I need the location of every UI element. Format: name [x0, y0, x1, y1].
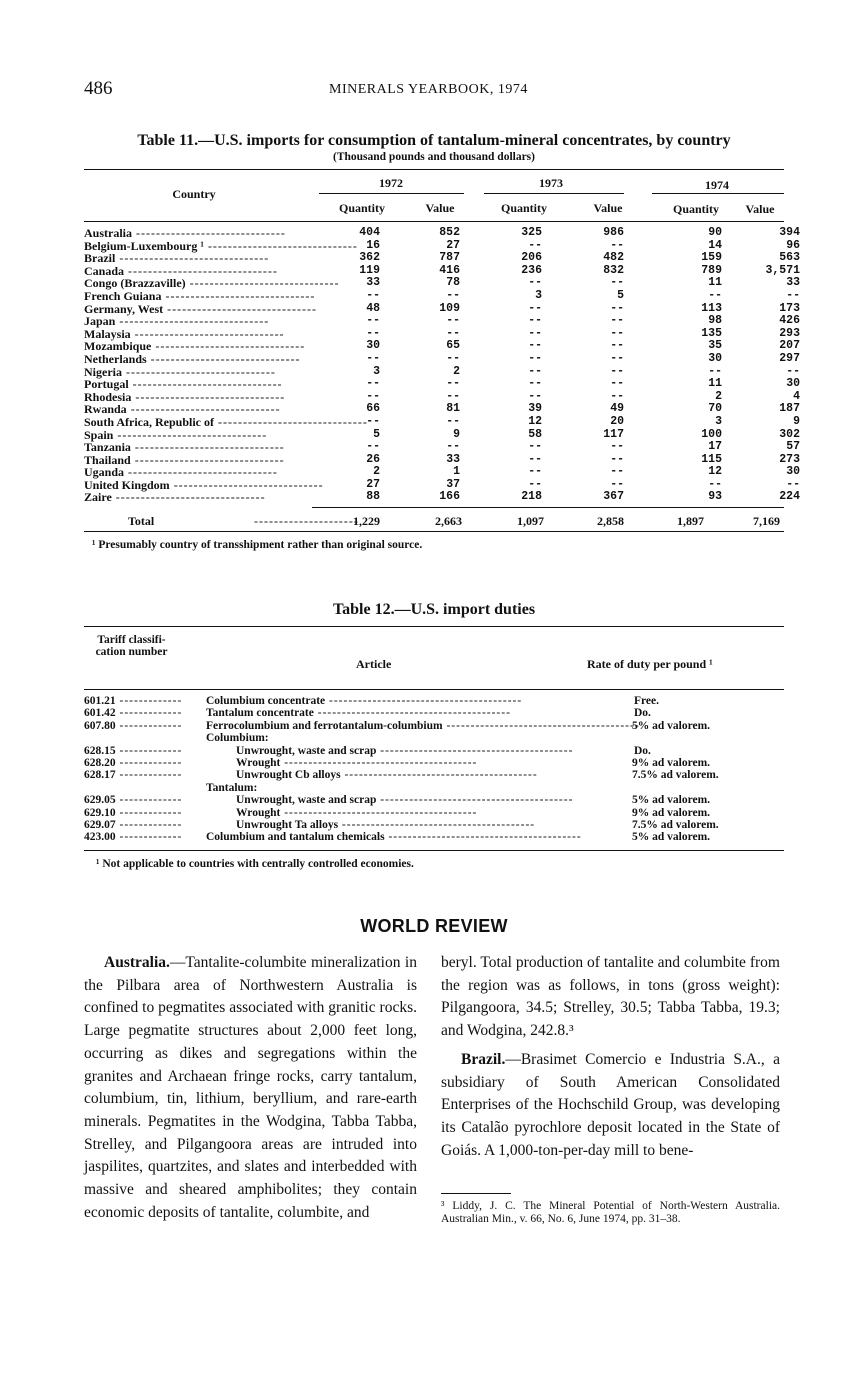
article-cell: Tantalum concentrate ---------------------------------------- — [206, 707, 511, 720]
value-cell-q74: 115 — [701, 452, 722, 466]
value-cell-q73: -- — [528, 238, 542, 252]
value-cell-v72: -- — [446, 440, 460, 454]
country-name: Mozambique — [84, 339, 152, 354]
rate-cell: 7.5% ad valorem. — [632, 819, 719, 832]
value-cell-v72: -- — [446, 314, 460, 328]
value-cell-q72: 404 — [359, 226, 380, 239]
subheader-quantity-1974: Quantity — [672, 202, 719, 216]
country-name: Thailand — [84, 452, 131, 467]
country-name: Japan — [84, 314, 116, 329]
country-cell: Thailand ------------------------------ — [84, 452, 285, 467]
country-cell: Malaysia ------------------------------ — [84, 326, 285, 341]
running-title: MINERALS YEARBOOK, 1974 — [329, 82, 528, 97]
table11-body — [84, 227, 804, 504]
tariff-number-cell — [84, 782, 206, 794]
value-cell-q73: 325 — [521, 226, 542, 239]
article-header: Article — [356, 657, 392, 671]
value-cell-v74: 297 — [779, 351, 800, 365]
tariff-number: 628.20 — [84, 757, 116, 770]
country-name: Uganda — [84, 465, 125, 480]
running-header — [84, 78, 784, 102]
country-cell: Tanzania ------------------------------ — [84, 440, 285, 455]
country-cell: Spain ------------------------------ — [84, 427, 268, 442]
year-1972-header: 1972 — [379, 176, 403, 190]
value-cell-v73: -- — [610, 314, 624, 328]
year-1973-header: 1973 — [539, 176, 563, 190]
country-cell: Portugal ------------------------------ — [84, 377, 283, 392]
value-cell-q73: -- — [528, 351, 542, 365]
value-cell-v72: -- — [446, 288, 460, 302]
tariff-number-cell — [84, 732, 206, 744]
article-cell — [206, 732, 606, 744]
country-name: Canada — [84, 263, 125, 278]
rate-cell: 5% ad valorem. — [632, 794, 711, 807]
value-cell-v74: 293 — [779, 326, 800, 340]
total-label: Total — [128, 514, 155, 528]
value-cell-v74: 426 — [779, 314, 800, 328]
value-cell-q74: 14 — [708, 238, 722, 252]
country-name: French Guiana — [84, 288, 162, 303]
value-cell-v72: -- — [446, 351, 460, 365]
value-cell-v74: 3,571 — [765, 263, 800, 277]
rate-cell: 5% ad valorem. — [632, 719, 711, 732]
country-cell: Rhodesia ------------------------------ — [84, 389, 286, 404]
tariff-number: 601.21 — [84, 695, 116, 707]
value-cell-v74: 187 — [779, 402, 800, 416]
value-cell-q72: 16 — [366, 238, 380, 252]
tariff-number: 628.17 — [84, 769, 116, 782]
document-page: 486 MINERALS YEARBOOK, 1974 Table 11.—U.S. imports for consumption of tantalum-mineral concentrates, by country (Thousand pounds and thousand dollars) Country 1972 1973 1974 Quantity Value Quantity Value Quantity Value Australia ------------------------------ 404 852 325 986 90 394 Belgium-Luxembourg ¹ ------------------------------ 16 27 -- -- 14 96 Brazil ------------------------------ 362 787 206 482 159 563 Canada ------------------------------ 119 416 236 832 789 3,571 Congo (Brazzaville) ------------------------------ 33 78 -- -- 11 33 French Guiana ------------------------------ -- -- 3 5 -- -- Germany, West ------------------------------ 48 109 -- -- 113 173 Japan ------------------------------ -- -- -- -- 98 426 Malaysia ------------------------------ -- -- -- -- 135 293 Mozambique ------------------------------ 30 65 -- -- 35 207 Netherlands ------------------------------ -- -- -- -- 30 297 Nigeria ------------------------------ 3 2 -- -- -- -- Portugal ------------------------------ -- -- -- -- 11 30 Rhodesia ------------------------------ -- -- -- -- 2 4 Rwanda ------------------------------ 66 81 39 49 70 187 South Africa, Republic of ------------------------------ -- -- 12 20 3 9 Spain ------------------------------ 5 9 58 117 100 302 Tanzania ------------------------------ -- -- -- -- 17 57 Thailand ------------------------------ 26 33 -- -- 115 273 Uganda ------------------------------ 2 1 -- -- 12 30 United Kingdom ------------------------------ 27 37 -- -- -- -- Zaire ------------------------------ 88 166 218 367 93 224 Total --------------------- 1,229 2,663 1,097 2,858 1,897 7,169 ¹ Presumably country of transshipment rather than original source. Table 12.—U.S. import duties Tariff classifi- cation number Article Rate of duty per pound ¹ 601.21 ------------- Columbium concentrate ---------------------------------------- Free. 601.42 ------------- Tantalum concentrate ---------------------------------------- Do. 607.80 ------------- Ferrocolumbium and ferrotantalum-columbium ---------------------------------------- 5% ad valorem. Columbium: 628.15 ------------- Unwrought, waste and scrap ---------------------------------------- Do. 628.20 ------------- Wrought ---------------------------------------- 9% ad valorem. 628.17 ------------- Unwrought Cb alloys ---------------------------------------- 7.5% ad valorem. Tantalum: 629.05 ------------- Unwrought, waste and scrap ---------------------------------------- 5% ad valorem. 629.10 ------------- Wrought ---------------------------------------- 9% ad valorem. 629.07 ------------- Unwrought Ta alloys ---------------------------------------- 7.5% ad valorem. 423.00 ------------- Columbium and tantalum chemicals ---------------------------------------- 5% ad valorem. ¹ Not applicable to countries with centrally controlled economies. WORLD REVIEW Australia.—Tantalite-columbite mineralization in the Pilbara area of Northwestern Australia is confined to pegmatites associated with granitic rocks. Large pegmatite structures about 2,000 feet long, occurring as dikes and segregations within the granites and Archaean fringe rocks, carry tantalum, columbium, tin, lithium, beryllium, and rare-earth minerals. Pegmatites in the Wodgina, Tabba Tabba, Strelley, and Pilgangoora areas are intruded into jaspilites, quartzites, and slates and interbedded with massive and sheared amphibolites; they contain economic deposits of tantalite, columbite, and beryl. Total production of tantalite and columbite from the region was as follows, in tons (gross weight): Pilgangoora, 34.5; Strelley, 30.5; Tabba Tabba, 19.3; and Wodgina, 242.8.³ Brazil.—Brasimet Comercio e Industria S.A., a subsidiary of South American Consolidated Enterprises of the Hochschild Group, was developing its Catalão pyrochlore deposit located in the State of Goiás. A 1,000-ton-per-day mill to bene- ³ Liddy, J. C. The Mineral Potential of North-Western Australia. Australian Min., v. 66, No. 6, June 1974, pp. 31–38. — [0, 0, 863, 1380]
rate-cell: Do. — [634, 707, 651, 720]
value-cell-q74: 17 — [708, 440, 722, 454]
tariff-number: 423.00 — [84, 831, 116, 844]
value-cell-q72: 33 — [366, 276, 380, 290]
value-cell-v72: 416 — [439, 263, 460, 277]
article-name: Wrought — [236, 757, 281, 770]
value-cell-v73: -- — [610, 301, 624, 315]
article-name: Columbium concentrate — [206, 695, 326, 707]
country-name: South Africa, Republic of — [84, 414, 215, 429]
country-cell: United Kingdom ------------------------------ — [84, 477, 324, 492]
value-cell-q73: 218 — [521, 490, 542, 504]
country-cell: Congo (Brazzaville) ------------------------------ — [84, 276, 340, 291]
country-name: Belgium-Luxembourg ¹ — [84, 238, 204, 253]
country-header: Country — [172, 187, 216, 201]
article-name: Unwrought, waste and scrap — [236, 744, 377, 757]
table12-body — [84, 695, 784, 844]
country-name: Spain — [84, 427, 114, 442]
value-cell-v74: 273 — [779, 452, 800, 466]
table-row — [84, 769, 784, 781]
rate-cell — [606, 782, 784, 794]
country-cell: Rwanda ------------------------------ — [84, 402, 281, 417]
value-cell-q72: 88 — [366, 490, 380, 504]
table-row — [84, 720, 784, 732]
value-cell-q74: 30 — [708, 351, 722, 365]
table-row — [84, 732, 784, 744]
country-name: Brazil — [84, 251, 116, 266]
country-name: Portugal — [84, 377, 129, 392]
value-cell-v73: -- — [610, 238, 624, 252]
country-name: Netherlands — [84, 351, 147, 366]
value-cell-q74: 11 — [708, 276, 722, 290]
country-cell: Zaire ------------------------------ — [84, 490, 266, 505]
value-cell-q73: 206 — [521, 251, 542, 265]
value-cell-q72: -- — [366, 414, 380, 428]
value-cell-q74: -- — [708, 477, 722, 491]
australia-paragraph — [84, 952, 417, 1224]
total-q72: 1,229 — [353, 514, 380, 528]
value-cell-v72: 33 — [446, 452, 460, 466]
value-cell-v72: 27 — [446, 238, 460, 252]
table-row — [84, 695, 784, 707]
value-cell-q73: -- — [528, 314, 542, 328]
value-cell-v72: 787 — [439, 251, 460, 265]
tariff-number: 629.10 — [84, 806, 116, 819]
value-cell-v73: 5 — [617, 288, 624, 302]
article-cell: Columbium and tantalum chemicals ---------------------------------------- — [206, 831, 582, 844]
value-cell-v73: 482 — [603, 251, 624, 265]
article-name: Columbium: — [206, 732, 269, 745]
article-cell: Unwrought, waste and scrap ---------------------------------------- — [236, 744, 574, 757]
footnote-3: ³ Liddy, J. C. The Mineral Potential of North-Western Australia. Australian Min., v. 66, No. 6, June 1974, pp. 31–38. — [441, 1200, 780, 1225]
country-cell: Brazil ------------------------------ — [84, 251, 270, 266]
value-cell-v73: -- — [610, 465, 624, 479]
value-cell-v72: -- — [446, 389, 460, 403]
value-cell-v73: 117 — [603, 427, 624, 441]
country-cell: Nigeria ------------------------------ — [84, 364, 276, 379]
value-cell-v74: 33 — [786, 276, 800, 290]
value-cell-v73: 49 — [610, 402, 624, 416]
article-cell: Columbium concentrate ---------------------------------------- — [206, 695, 523, 707]
value-cell-v74: 30 — [786, 377, 800, 391]
value-cell-q72: 27 — [366, 477, 380, 491]
brazil-run-in: Brazil. — [461, 1050, 506, 1068]
value-cell-q72: 5 — [373, 427, 380, 441]
value-cell-v73: 986 — [603, 226, 624, 239]
country-name: Rhodesia — [84, 389, 132, 404]
subheader-value-1974: Value — [745, 202, 775, 216]
subheader-value-1973: Value — [593, 201, 623, 215]
value-cell-v72: 78 — [446, 276, 460, 290]
text-column-left — [84, 952, 417, 1224]
tariff-number-cell: 601.42 ------------- — [84, 707, 183, 720]
value-cell-v73: -- — [610, 339, 624, 353]
article-name: Tantalum: — [206, 781, 258, 794]
value-cell-v73: -- — [610, 276, 624, 290]
article-cell: Wrought ---------------------------------------- — [236, 757, 478, 770]
value-cell-q73: -- — [528, 326, 542, 340]
country-cell: Japan ------------------------------ — [84, 314, 270, 329]
article-cell: Wrought ---------------------------------------- — [236, 806, 478, 819]
rate-cell: 9% ad valorem. — [632, 757, 711, 770]
country-cell: French Guiana ------------------------------ — [84, 288, 316, 303]
table-row — [84, 831, 784, 843]
tariff-number-cell: 629.05 ------------- — [84, 794, 183, 807]
page-number: 486 — [84, 78, 113, 99]
country-cell: Mozambique ------------------------------ — [84, 339, 306, 354]
value-cell-v72: -- — [446, 377, 460, 391]
value-cell-q74: 98 — [708, 314, 722, 328]
value-cell-q72: 2 — [373, 465, 380, 479]
rate-cell: Free. — [634, 695, 660, 707]
value-cell-v73: -- — [610, 477, 624, 491]
rate-cell: Do. — [634, 744, 651, 757]
country-name: Australia — [84, 226, 132, 240]
value-cell-q73: 39 — [528, 402, 542, 416]
value-cell-q72: 26 — [366, 452, 380, 466]
tariff-number: 629.05 — [84, 794, 116, 807]
value-cell-v73: 20 — [610, 414, 624, 428]
value-cell-q74: 93 — [708, 490, 722, 504]
value-cell-q74: 100 — [701, 427, 722, 441]
value-cell-v73: -- — [610, 452, 624, 466]
australia-run-in: Australia. — [104, 954, 170, 971]
country-cell: Netherlands ------------------------------ — [84, 351, 301, 366]
value-cell-q73: -- — [528, 377, 542, 391]
subheader-quantity-1973: Quantity — [500, 201, 547, 215]
table11-title: Table 11.—U.S. imports for consumption of tantalum-mineral concentrates, by country — [137, 132, 731, 149]
value-cell-v73: -- — [610, 389, 624, 403]
value-cell-q74: 789 — [701, 263, 722, 277]
value-cell-v74: -- — [786, 364, 800, 378]
country-cell: South Africa, Republic of ------------------------------ — [84, 414, 368, 429]
rate-cell — [606, 732, 784, 744]
value-cell-q74: 12 — [708, 465, 722, 479]
value-cell-q74: -- — [708, 364, 722, 378]
value-cell-q73: 236 — [521, 263, 542, 277]
table-row — [84, 745, 784, 757]
country-cell: Uganda ------------------------------ — [84, 465, 278, 480]
value-cell-q72: 66 — [366, 402, 380, 416]
tariff-number: 628.15 — [84, 744, 116, 757]
table12-footnote: ¹ Not applicable to countries with centrally controlled economies. — [96, 858, 414, 870]
value-cell-v74: -- — [786, 288, 800, 302]
country-name: Zaire — [84, 490, 112, 505]
value-cell-v73: -- — [610, 364, 624, 378]
value-cell-q72: -- — [366, 351, 380, 365]
value-cell-q74: 159 — [701, 251, 722, 265]
value-cell-q72: 3 — [373, 364, 380, 378]
table-row — [84, 782, 784, 794]
value-cell-q73: 58 — [528, 427, 542, 441]
value-cell-q73: -- — [528, 389, 542, 403]
rate-cell: 5% ad valorem. — [632, 831, 711, 844]
subheader-quantity-1972: Quantity — [338, 201, 385, 215]
tariff-header: Tariff classifi- cation number — [95, 634, 168, 658]
rate-cell: 9% ad valorem. — [632, 806, 711, 819]
article-name: Unwrought Cb alloys — [236, 769, 341, 782]
value-cell-v72: 65 — [446, 339, 460, 353]
value-cell-v74: 394 — [779, 226, 800, 239]
country-name: Rwanda — [84, 402, 127, 417]
value-cell-q74: 90 — [708, 226, 722, 239]
value-cell-v73: -- — [610, 377, 624, 391]
table11-subtitle: (Thousand pounds and thousand dollars) — [333, 151, 535, 163]
value-cell-q73: -- — [528, 440, 542, 454]
value-cell-q73: 12 — [528, 414, 542, 428]
value-cell-v72: 9 — [453, 427, 460, 441]
country-cell: Belgium-Luxembourg ¹ ------------------------------ — [84, 238, 358, 253]
table-row — [84, 819, 784, 831]
value-cell-q74: -- — [708, 288, 722, 302]
value-cell-v72: 2 — [453, 364, 460, 378]
total-v73: 2,858 — [597, 514, 624, 528]
rate-header: Rate of duty per pound ¹ — [587, 657, 713, 671]
value-cell-q72: -- — [366, 288, 380, 302]
value-cell-q73: -- — [528, 477, 542, 491]
tariff-number-cell: 628.20 ------------- — [84, 757, 183, 770]
value-cell-v73: 832 — [603, 263, 624, 277]
article-name: Wrought — [236, 806, 281, 819]
value-cell-q74: 35 — [708, 339, 722, 353]
value-cell-q74: 135 — [701, 326, 722, 340]
value-cell-q72: -- — [366, 326, 380, 340]
value-cell-v72: 1 — [453, 465, 460, 479]
table-row — [84, 807, 784, 819]
value-cell-q73: -- — [528, 465, 542, 479]
value-cell-v74: 302 — [779, 427, 800, 441]
value-cell-q74: 2 — [715, 389, 722, 403]
tariff-number-cell: 607.80 ------------- — [84, 719, 183, 732]
tariff-number: 629.07 — [84, 819, 116, 832]
table11-footnote: ¹ Presumably country of transshipment rather than original source. — [92, 539, 423, 551]
tariff-number-cell: 628.15 ------------- — [84, 744, 183, 757]
country-cell: Canada ------------------------------ — [84, 263, 278, 278]
country-name: Malaysia — [84, 326, 131, 341]
value-cell-v74: 224 — [779, 490, 800, 504]
value-cell-q72: -- — [366, 314, 380, 328]
value-cell-q74: 70 — [708, 402, 722, 416]
article-name: Unwrought, waste and scrap — [236, 794, 377, 807]
value-cell-q73: 3 — [535, 288, 542, 302]
value-cell-v74: 173 — [779, 301, 800, 315]
value-cell-q72: 362 — [359, 251, 380, 265]
value-cell-v74: 9 — [793, 414, 800, 428]
value-cell-v72: -- — [446, 326, 460, 340]
value-cell-q74: 3 — [715, 414, 722, 428]
total-v74: 7,169 — [753, 514, 780, 528]
article-cell: Unwrought, waste and scrap ---------------------------------------- — [236, 794, 574, 807]
country-cell: Germany, West ------------------------------ — [84, 301, 317, 316]
value-cell-q72: -- — [366, 440, 380, 454]
value-cell-v74: -- — [786, 477, 800, 491]
value-cell-q73: -- — [528, 339, 542, 353]
country-name: Nigeria — [84, 364, 122, 379]
brazil-paragraph — [441, 1049, 780, 1163]
world-review-heading: WORLD REVIEW — [360, 916, 508, 936]
value-cell-q72: 48 — [366, 301, 380, 315]
article-name: Columbium and tantalum chemicals — [206, 831, 385, 844]
value-cell-q74: 113 — [701, 301, 722, 315]
value-cell-q73: -- — [528, 301, 542, 315]
value-cell-v74: 57 — [786, 440, 800, 454]
value-cell-v73: -- — [610, 440, 624, 454]
total-q73: 1,097 — [517, 514, 544, 528]
article-cell: Unwrought Cb alloys ---------------------------------------- — [236, 769, 538, 782]
value-cell-v72: 81 — [446, 402, 460, 416]
table-row — [84, 707, 784, 719]
value-cell-v74: 4 — [793, 389, 800, 403]
article-cell — [206, 782, 606, 794]
value-cell-q74: 11 — [708, 377, 722, 391]
tariff-number: 601.42 — [84, 707, 116, 720]
value-cell-q73: -- — [528, 452, 542, 466]
value-cell-v73: -- — [610, 351, 624, 365]
country-name: Germany, West — [84, 301, 164, 316]
table-row — [84, 491, 804, 504]
table-row — [84, 794, 784, 806]
country-cell: Australia ------------------------------ — [84, 226, 286, 240]
country-name: Tanzania — [84, 440, 131, 455]
tariff-number-cell: 423.00 ------------- — [84, 831, 183, 844]
value-cell-v72: 37 — [446, 477, 460, 491]
tariff-number-cell: 629.10 ------------- — [84, 806, 183, 819]
value-cell-q72: -- — [366, 377, 380, 391]
text-column-right — [441, 952, 780, 1162]
country-name: Congo (Brazzaville) — [84, 276, 186, 291]
tariff-number: 607.80 — [84, 719, 116, 732]
article-name: Unwrought Ta alloys — [236, 819, 339, 832]
value-cell-v73: 367 — [603, 490, 624, 504]
value-cell-v72: -- — [446, 414, 460, 428]
table-row — [84, 757, 784, 769]
table12 — [84, 626, 784, 870]
article-name: Ferrocolumbium and ferrotantalum-columbium — [206, 719, 443, 732]
total-v72: 2,663 — [435, 514, 462, 528]
country-name: United Kingdom — [84, 477, 170, 492]
tariff-number-cell: 628.17 ------------- — [84, 769, 183, 782]
total-q74: 1,897 — [677, 514, 704, 528]
value-cell-q73: -- — [528, 364, 542, 378]
value-cell-q72: 30 — [366, 339, 380, 353]
subheader-value-1972: Value — [425, 201, 455, 215]
value-cell-v74: 30 — [786, 465, 800, 479]
continuation-paragraph: beryl. Total production of tantalite and columbite from the region was as follows, in tons (gross weight): Pilgangoora, 34.5; Strelley, 30.5; Tabba Tabba, 19.3; and Wodgina, 242.8.³ — [441, 954, 780, 1040]
value-cell-v74: 207 — [779, 339, 800, 353]
australia-text: —Tantalite-columbite mineralization in the Pilbara area of Northwestern Australia is confined to pegmatites associated with granitic rocks. Large pegmatite structures about 2,000 feet long, occurring as dikes and segregations within the granites and Archaean fringe rocks, carry tantalum, columbium, tin, lithium, beryllium, and rare-earth minerals. Pegmatites in the Wodgina, Tabba Tabba, Strelley, and Pilgangoora areas are intruded into jaspilites, quartzites, and slates and interbedded with massive and sheared amphibolites; they contain economic deposits of tantalite, columbite, and — [84, 954, 417, 1221]
value-cell-v73: -- — [610, 326, 624, 340]
value-cell-v72: 109 — [439, 301, 460, 315]
rate-cell: 7.5% ad valorem. — [632, 769, 719, 782]
article-cell: Ferrocolumbium and ferrotantalum-columbium ---------------------------------------- — [206, 719, 640, 732]
value-cell-q72: 119 — [359, 263, 380, 277]
value-cell-v74: 563 — [779, 251, 800, 265]
table12-title: Table 12.—U.S. import duties — [332, 601, 536, 618]
year-1974-header: 1974 — [705, 178, 729, 192]
article-cell: Unwrought Ta alloys ---------------------------------------- — [236, 819, 536, 832]
tariff-number-cell: 629.07 ------------- — [84, 819, 183, 832]
tariff-number-cell: 601.21 ------------- — [84, 695, 183, 707]
value-cell-q73: -- — [528, 276, 542, 290]
brazil-text: —Brasimet Comercio e Industria S.A., a subsidiary of South American Consolidated Enterprises of the Hochschild Group, was developing its Catalão pyrochlore deposit located in the State of Goiás. A 1,000-ton-per-day mill to bene- — [441, 1050, 780, 1159]
value-cell-v74: 96 — [786, 238, 800, 252]
value-cell-q72: -- — [366, 389, 380, 403]
value-cell-v72: 852 — [439, 226, 460, 239]
article-name: Tantalum concentrate — [206, 707, 314, 720]
value-cell-v72: 166 — [439, 490, 460, 504]
